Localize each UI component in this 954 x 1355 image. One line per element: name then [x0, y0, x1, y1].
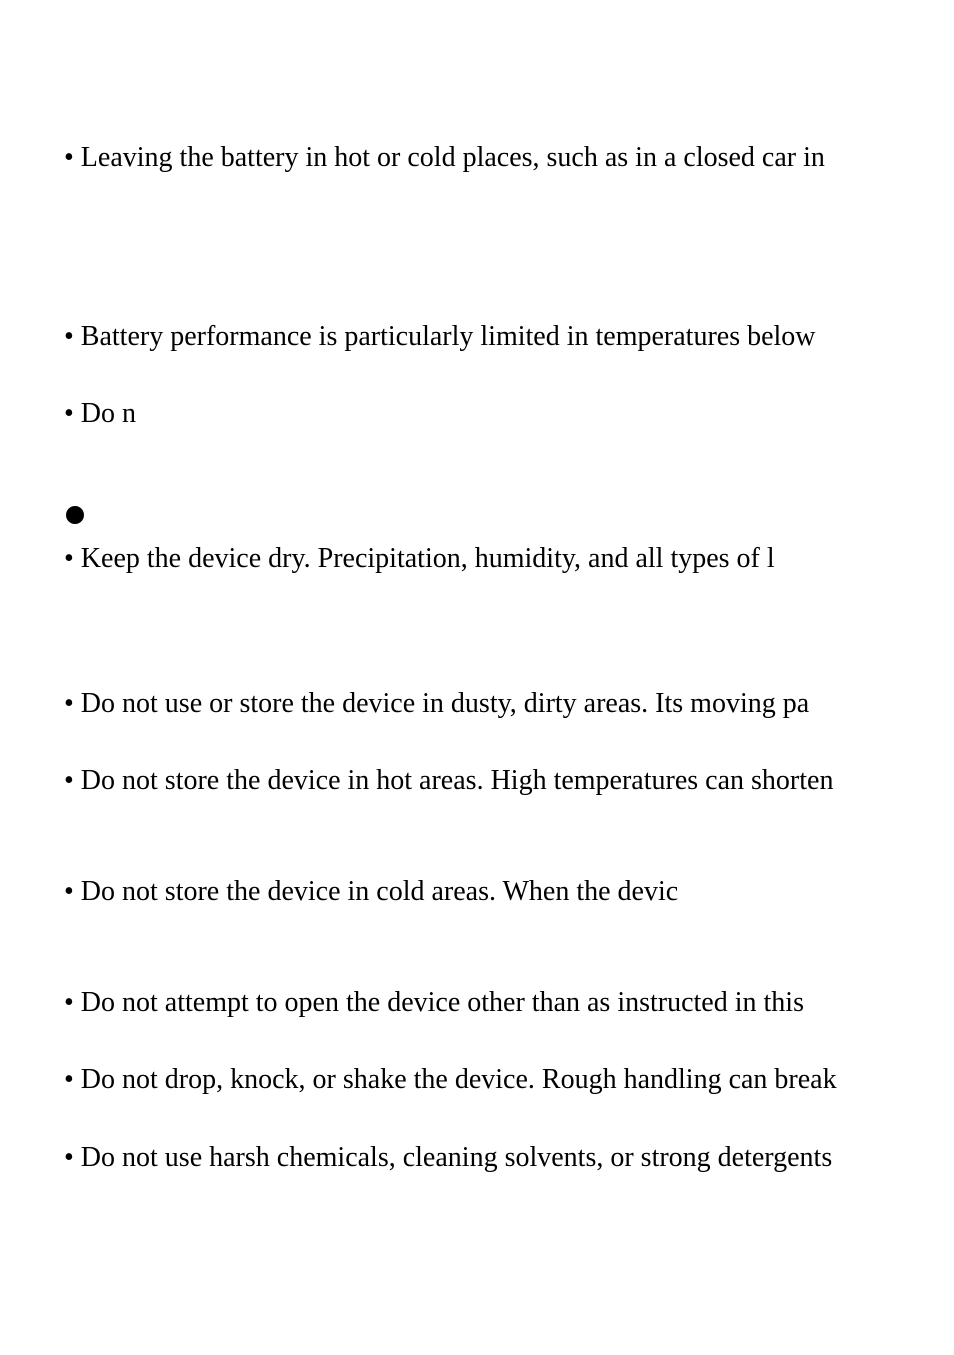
bullet-hot-areas: • Do not store the device in hot areas. High temperatures can shorten: [64, 765, 834, 796]
bullet-dusty-dirty-areas: • Do not use or store the device in dusty, dirty areas. Its moving pa: [64, 688, 810, 719]
bullet-dot-icon: [66, 506, 84, 524]
bullet-battery-performance-temperature: • Battery performance is particularly limited in temperatures below: [64, 321, 816, 352]
bullet-cold-areas: • Do not store the device in cold areas. When the devic: [64, 876, 679, 907]
bullet-keep-device-dry: • Keep the device dry. Precipitation, humidity, and all types of l: [64, 543, 775, 574]
bullet-no-harsh-chemicals: • Do not use harsh chemicals, cleaning solvents, or strong detergents: [64, 1142, 833, 1173]
bullet-do-not-open-device: • Do not attempt to open the device other than as instructed in this: [64, 987, 804, 1018]
bullet-do-n: • Do n: [64, 398, 137, 429]
bullet-battery-hot-cold-places: • Leaving the battery in hot or cold places, such as in a closed car in: [64, 142, 825, 173]
bullet-do-not-drop-device: • Do not drop, knock, or shake the device. Rough handling can break: [64, 1064, 837, 1095]
